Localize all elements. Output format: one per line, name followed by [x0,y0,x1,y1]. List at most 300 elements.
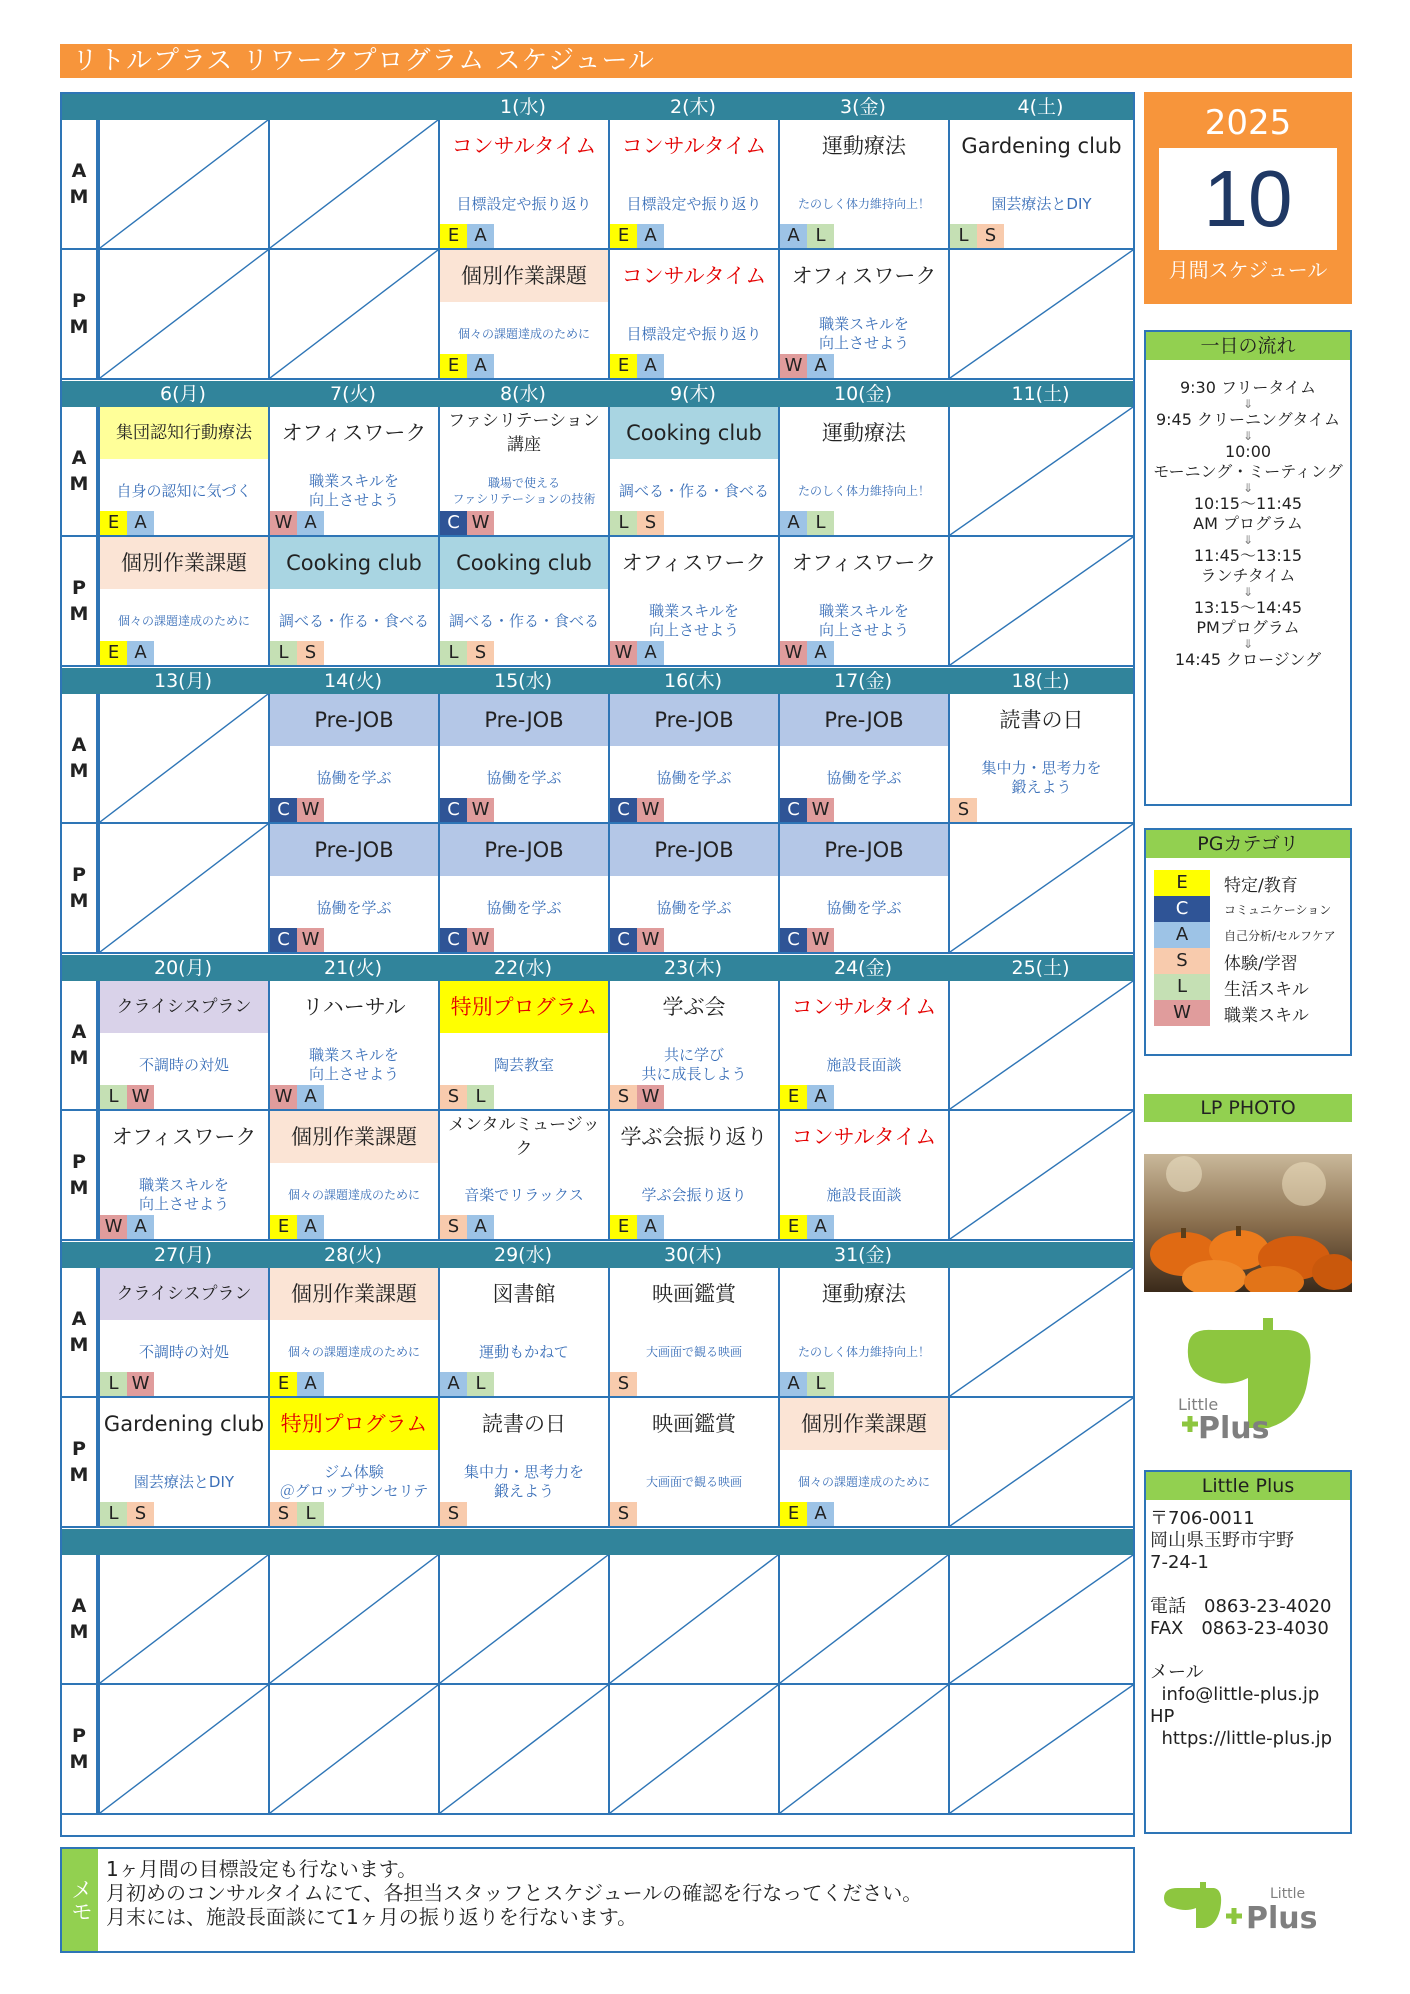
program-cell[interactable] [268,1111,438,1241]
category-tag: S [297,641,324,665]
am-label [62,981,98,1111]
program-subtitle: 大画面で観る映画 [645,1345,742,1359]
slash-line [950,1111,1133,1239]
slash-line [610,1555,778,1683]
category-tag: A [807,1215,834,1239]
program-title: オフィスワーク [281,421,427,445]
program-cell[interactable] [438,981,608,1111]
program-subtitle: 自身の認知に気づく [116,481,252,500]
category-tag: E [780,1502,807,1526]
program-title: Gardening club [961,134,1122,158]
program-title: Cooking club [440,537,608,589]
day-header: 24(金) [833,957,892,979]
slash-line [950,1268,1133,1396]
category-tag: C [780,798,807,822]
program-subtitle: 職場で使える ファシリテーションの技術 [452,476,596,506]
flow-item: 14:45 クロージング [1174,650,1322,669]
program-title: オフィスワーク [791,551,937,575]
program-title: クライシスプラン [100,981,268,1033]
slash-line [270,1685,438,1813]
month-schedule-label: 月間スケジュール [1168,258,1328,282]
program-cell[interactable] [608,120,778,250]
program-cell[interactable] [268,537,438,667]
flow-item: 9:30 フリータイム [1179,378,1317,397]
program-title: コンサルタイム [791,1125,937,1149]
slash-line [100,824,268,952]
category-tag: S [440,1502,467,1526]
program-title: コンサルタイム [621,134,767,158]
program-title: Pre-JOB [440,694,608,746]
day-header: 16(木) [663,670,722,692]
program-cell[interactable] [98,537,268,667]
contact-line: FAX 0863-23-4030 [1150,1618,1329,1639]
day-header: 13(月) [153,670,212,692]
category-tags [610,224,664,248]
program-subtitle: 職業スキルを 向上させよう [818,315,909,352]
program-subtitle: 共に学び 共に成長しよう [641,1046,747,1083]
category-row [1154,1000,1350,1026]
category-tag: E [270,1372,297,1396]
category-tag: L [807,1372,834,1396]
category-key: A [1154,922,1210,948]
contact-line: 岡山県玉野市宇野 [1150,1530,1294,1551]
flow-item: 11:45～13:15 ランチタイム [1193,546,1303,585]
empty-cell [98,694,268,824]
program-title: 個別作業課題 [780,1398,948,1450]
empty-slash [100,824,268,952]
am-label-char: M [69,186,89,208]
pm-label-char: M [69,316,89,338]
category-tag: W [637,928,664,952]
empty-cell [948,250,1133,380]
pm-label-char: P [72,1151,86,1173]
program-title: オフィスワーク [621,551,767,575]
category-tag: C [610,798,637,822]
program-subtitle: 不調時の対処 [138,1342,229,1361]
little-plus-logo [1168,1318,1328,1448]
category-tags [440,641,494,665]
category-tags [780,354,834,378]
day-header: 25(土) [1011,957,1070,979]
empty-cell [268,1685,438,1815]
program-title: 集団認知行動療法 [100,407,268,459]
program-subtitle: 協働を学ぶ [486,768,562,787]
pm-label-char: M [69,890,89,912]
empty-cell [948,981,1133,1111]
program-cell[interactable] [268,824,438,954]
empty-slash [610,1555,778,1683]
category-tag: W [467,511,494,535]
program-cell[interactable] [268,981,438,1111]
memo-line: 1ヶ月間の目標設定も行ないます。 [106,1857,418,1881]
category-tag: C [610,928,637,952]
week-header [62,955,1133,981]
empty-slash [950,1111,1133,1239]
empty-slash [950,1398,1133,1526]
category-tag: A [297,1372,324,1396]
day-header [98,94,268,120]
category-tag: S [440,1215,467,1239]
day-header: 20(月) [153,957,212,979]
day-header [268,1529,438,1555]
slash-line [950,250,1133,378]
category-tag: E [440,354,467,378]
week-header [62,668,1133,694]
program-cell[interactable] [438,407,608,537]
program-cell[interactable] [438,1398,608,1528]
category-tags [780,224,834,248]
category-tags [440,511,494,535]
category-tag: W [807,928,834,952]
empty-cell [948,1555,1133,1685]
category-tags [780,798,834,822]
program-cell[interactable] [778,824,948,954]
slash-line [780,1555,948,1683]
category-tag: C [440,511,467,535]
empty-slash [100,1555,268,1683]
am-label-char: M [69,1621,89,1643]
slash-line [950,1555,1133,1683]
program-cell[interactable] [608,250,778,380]
program-title: 運動療法 [822,134,906,158]
program-subtitle: 職業スキルを 向上させよう [308,472,399,509]
category-row [1154,896,1350,922]
daily-flow-title: 一日の流れ [1146,332,1350,360]
down-arrow-icon: ⇓ [1242,481,1254,495]
program-subtitle: 個々の課題達成のために [457,327,590,341]
page-title: リトルプラス リワークプログラム スケジュール [60,44,1352,78]
day-header: 21(火) [323,957,382,979]
category-tag: C [270,798,297,822]
program-title: Cooking club [610,407,778,459]
program-cell[interactable] [268,694,438,824]
program-subtitle: 調べる・作る・食べる [278,611,429,630]
empty-slash [780,1555,948,1683]
day-header: 8(水) [500,383,546,405]
empty-cell [268,120,438,250]
program-cell[interactable] [608,407,778,537]
program-cell[interactable] [268,1398,438,1528]
program-cell[interactable] [438,824,608,954]
category-tags [610,1502,637,1526]
program-subtitle: 運動もかねて [479,1342,569,1361]
category-tag: L [807,224,834,248]
category-tags [440,1215,494,1239]
empty-cell [608,1555,778,1685]
category-label: 生活スキル [1224,979,1309,1000]
category-key: S [1154,948,1210,974]
program-subtitle: 目標設定や振り返り [626,324,762,343]
program-cell[interactable] [948,694,1133,824]
am-label [62,407,98,537]
category-tag: C [780,928,807,952]
down-arrow-icon: ⇓ [1242,585,1254,599]
program-title: オフィスワーク [791,264,937,288]
slash-line [950,1398,1133,1526]
empty-cell [778,1685,948,1815]
category-tag: A [127,1215,154,1239]
memo-line: 月初めのコンサルタイムにて、各担当スタッフとスケジュールの確認を行なってください。 [106,1881,923,1905]
category-tag: A [807,641,834,665]
category-row [1154,974,1350,1000]
program-cell[interactable] [268,407,438,537]
day-header [948,1529,1133,1555]
pm-label [62,250,98,380]
program-cell[interactable] [608,824,778,954]
program-title: ファシリテーション 講座 [448,411,600,455]
program-subtitle: ジム体験 ＠グロップサンセリテ [279,1463,429,1500]
contact-line: 7-24-1 [1150,1552,1209,1573]
contact-line: HP [1150,1706,1175,1727]
program-cell[interactable] [608,981,778,1111]
pm-label-char: M [69,1751,89,1773]
pm-label [62,1685,98,1815]
category-tag: L [807,511,834,535]
program-cell[interactable] [778,1111,948,1241]
month-badge [1144,92,1352,304]
category-tag: W [637,1085,664,1109]
category-tags [610,928,664,952]
memo-label: メモ [62,1849,98,1951]
category-tags [440,1085,494,1109]
calendar-grid [60,92,1135,1837]
program-cell[interactable] [608,1111,778,1241]
category-tag: E [780,1215,807,1239]
category-tag: S [270,1502,297,1526]
program-cell[interactable] [778,250,948,380]
category-tags [780,1372,834,1396]
program-subtitle: 協働を学ぶ [316,768,392,787]
program-title: Pre-JOB [780,694,948,746]
contact-line: https://little-plus.jp [1150,1728,1333,1749]
category-tags [270,1372,324,1396]
contact-line: info@little-plus.jp [1150,1684,1320,1705]
category-tag: S [610,1502,637,1526]
little-plus-logo-small [1160,1876,1340,1938]
program-cell[interactable] [778,694,948,824]
program-subtitle: 園芸療法とDIY [133,1472,235,1491]
day-header: 2(木) [670,96,716,118]
category-tag: W [270,511,297,535]
am-label-char: M [69,760,89,782]
memo-box [60,1847,1135,1953]
program-cell[interactable] [778,1398,948,1528]
program-subtitle: 目標設定や振り返り [456,194,592,213]
program-title: Pre-JOB [270,694,438,746]
am-label-char: A [71,1021,87,1043]
category-tag: E [780,1085,807,1109]
program-cell[interactable] [608,1268,778,1398]
empty-cell [948,407,1133,537]
flow-item: 10:00 モーニング・ミーティング [1153,442,1343,481]
category-tag: W [467,798,494,822]
category-tag: A [637,224,664,248]
program-cell[interactable] [948,120,1133,250]
contact-line [1150,1640,1346,1662]
category-label: 職業スキル [1224,1005,1309,1026]
empty-slash [440,1685,608,1813]
program-cell[interactable] [98,1398,268,1528]
program-subtitle: 調べる・作る・食べる [618,481,769,500]
program-subtitle: 大画面で観る映画 [645,1475,742,1489]
category-tag: A [297,1085,324,1109]
empty-cell [438,1555,608,1685]
category-tag: S [977,224,1004,248]
program-cell[interactable] [98,1111,268,1241]
category-tag: L [950,224,977,248]
category-tag: S [637,511,664,535]
am-label [62,694,98,824]
program-title: 映画鑑賞 [652,1282,736,1306]
category-tag: S [610,1372,637,1396]
day-header: 28(火) [323,1244,382,1266]
program-cell[interactable] [438,250,608,380]
category-row [1154,948,1350,974]
program-cell[interactable] [608,694,778,824]
month-number: 10 [1159,148,1337,250]
category-tags [270,928,324,952]
program-cell[interactable] [438,537,608,667]
category-tags [950,224,1004,248]
empty-slash [270,1555,438,1683]
slash-line [950,537,1133,665]
slash-line [440,1555,608,1683]
slash-line [440,1685,608,1813]
program-title: Pre-JOB [610,694,778,746]
category-tag: A [467,1215,494,1239]
category-tag: E [270,1215,297,1239]
slash-line [270,120,438,248]
category-tag: S [127,1502,154,1526]
program-cell[interactable] [608,1398,778,1528]
down-arrow-icon: ⇓ [1242,429,1254,443]
category-tags [440,354,494,378]
category-tag: S [610,1085,637,1109]
category-tags [100,641,154,665]
program-subtitle: たのしく体力維持向上！ [797,484,930,498]
contact-line: 〒706-0011 [1150,1508,1255,1529]
daily-flow-box [1144,330,1352,806]
category-tag: W [270,1085,297,1109]
day-header [778,1529,948,1555]
program-subtitle: 協働を学ぶ [656,768,732,787]
category-tag: A [780,224,807,248]
category-tags [440,1372,494,1396]
category-tag: W [807,798,834,822]
empty-slash [100,694,268,822]
slash-line [950,1685,1133,1813]
program-title: 運動療法 [822,1282,906,1306]
category-tags [780,1502,834,1526]
program-cell[interactable] [438,1111,608,1241]
category-tag: A [467,224,494,248]
pm-label-char: M [69,1464,89,1486]
day-header: 11(土) [1011,383,1070,405]
program-subtitle: 協働を学ぶ [656,898,732,917]
program-title: 個別作業課題 [100,537,268,589]
category-tag: A [780,511,807,535]
program-subtitle: 音楽でリラックス [464,1185,584,1204]
category-tag: W [780,641,807,665]
category-tag: E [610,1215,637,1239]
slash-line [950,407,1133,535]
day-header: 27(月) [153,1244,212,1266]
program-subtitle: 目標設定や振り返り [626,194,762,213]
empty-cell [268,250,438,380]
day-header [948,1242,1133,1268]
memo-line: 月末には、施設長面談にて1ヶ月の振り返りを行ないます。 [106,1905,638,1929]
pg-category-title: PGカテゴリ [1146,830,1350,858]
program-cell[interactable] [98,407,268,537]
category-tags [270,1215,324,1239]
pm-label [62,1398,98,1528]
category-tag: S [950,798,977,822]
program-title: 読書の日 [482,1412,566,1436]
day-header: 14(火) [323,670,382,692]
day-header: 22(水) [493,957,552,979]
program-cell[interactable] [98,1268,268,1398]
program-cell[interactable] [268,1268,438,1398]
program-subtitle: 個々の課題達成のために [287,1188,420,1202]
flow-item: 9:45 クリーニングタイム [1155,410,1341,429]
category-key: W [1154,1000,1210,1026]
program-cell[interactable] [778,407,948,537]
empty-cell [98,824,268,954]
day-header: 10(金) [833,383,892,405]
category-tags [270,1085,324,1109]
slash-line [100,1685,268,1813]
program-cell[interactable] [778,981,948,1111]
empty-slash [950,537,1133,665]
program-subtitle: 陶芸教室 [493,1055,554,1074]
flow-item: 10:15～11:45 AM プログラム [1193,494,1303,533]
category-tag: W [637,798,664,822]
pg-category-list [1146,858,1350,1026]
program-subtitle: 施設長面談 [826,1055,902,1074]
program-cell[interactable] [778,120,948,250]
empty-cell [98,1555,268,1685]
category-tag: A [127,641,154,665]
logo-small-little-text: Little [1270,1886,1306,1902]
category-label: 特定/教育 [1224,875,1298,896]
program-cell[interactable] [608,537,778,667]
empty-cell [98,250,268,380]
program-cell[interactable] [438,1268,608,1398]
program-cell[interactable] [778,537,948,667]
category-tag: W [467,928,494,952]
category-tag: L [100,1085,127,1109]
category-tag: W [127,1085,154,1109]
category-tag: L [100,1372,127,1396]
program-title: 運動療法 [822,421,906,445]
empty-cell [948,1685,1133,1815]
category-tags [780,1085,834,1109]
empty-cell [268,1555,438,1685]
category-tag: W [610,641,637,665]
category-tag: A [807,1085,834,1109]
program-cell[interactable] [98,981,268,1111]
category-tag: E [100,511,127,535]
program-cell[interactable] [778,1268,948,1398]
program-subtitle: 学ぶ会振り返り [641,1185,747,1204]
program-cell[interactable] [438,120,608,250]
day-header [98,1529,268,1555]
year-label: 2025 [1204,103,1292,143]
slash-line [780,1685,948,1813]
category-tag: A [637,1215,664,1239]
program-cell[interactable] [438,694,608,824]
am-label-char: A [71,160,87,182]
